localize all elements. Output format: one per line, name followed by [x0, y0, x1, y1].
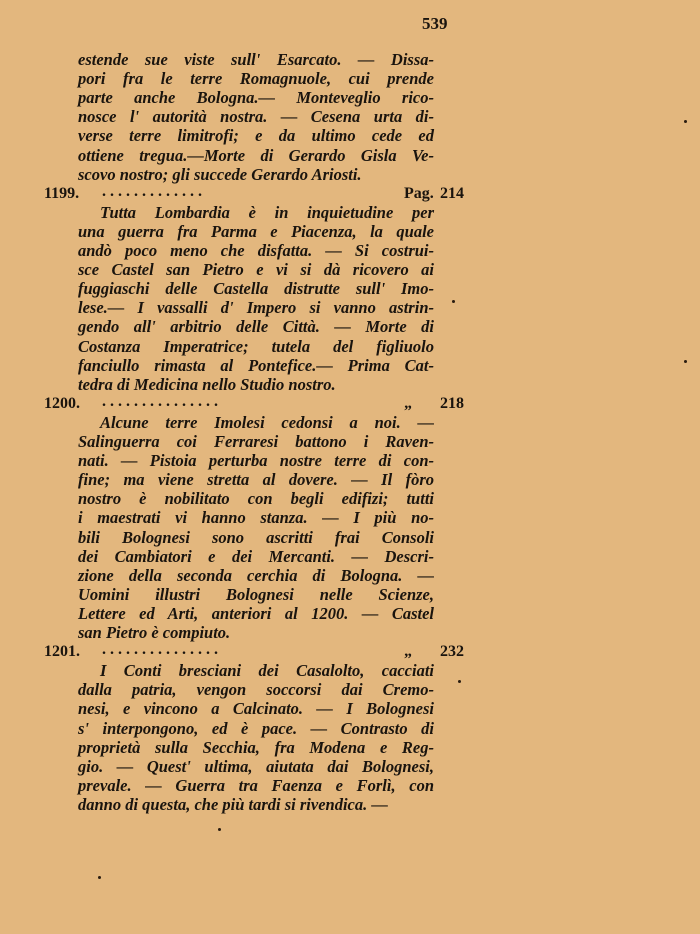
text-line: nosce l' autorità nostra. — Cesena urta di-: [78, 107, 434, 127]
page-reference-label: Pag.: [404, 184, 434, 202]
text-line: Tutta Lombardia è in inquietudine per: [100, 202, 434, 222]
text-line: s' interpongono, ed è pace. — Contrasto di: [78, 718, 434, 738]
text-line: Costanza Imperatrice; tutela del figliuolo: [78, 336, 434, 356]
text-line: zione della seconda cerchia di Bologna. —: [78, 565, 434, 585]
text-line: nati. — Pistoia perturba nostre terre di con-: [78, 451, 434, 471]
text-line: lese.— I vassalli d' Impero si vanno astrin-: [78, 298, 434, 318]
page-reference-number: 214: [440, 184, 464, 202]
text-line: una guerra fra Parma e Piacenza, la quale: [78, 221, 434, 241]
page-reference-label: „: [404, 394, 412, 412]
text-line: danno di questa, che più tardi si rivendica. —: [78, 794, 388, 814]
text-line: nesi, e vincono a Calcinato. — I Bolognesi: [78, 699, 434, 719]
text-line: Lettere ed Arti, anteriori al 1200. — Castel: [78, 603, 434, 623]
year-label: 1201.: [44, 643, 80, 661]
dot-leader: . . . . . . . . . . . . .: [102, 182, 202, 200]
text-line: Alcune terre Imolesi cedonsi a noi. —: [100, 412, 434, 432]
text-line: Uomini illustri Bolognesi nelle Scienze,: [78, 584, 434, 604]
text-line: fanciullo rimasta al Pontefice.— Prima Cat-: [78, 355, 434, 375]
text-line: gendo all' arbitrio delle Città. — Morte di: [78, 317, 434, 337]
text-line: fine; ma viene stretta al dovere. — Il fòro: [78, 470, 434, 490]
dot-leader: . . . . . . . . . . . . . . .: [102, 641, 218, 659]
text-line: pori fra le terre Romagnuole, cui prende: [78, 69, 434, 89]
text-line: gio. — Quest' ultima, aiutata dai Bolognesi,: [78, 756, 434, 776]
page-reference-number: 232: [440, 643, 464, 661]
page-reference-number: 218: [440, 394, 464, 412]
text-line: parte anche Bologna.— Monteveglio rico-: [78, 88, 434, 108]
print-speck: [452, 300, 455, 303]
print-speck: [98, 876, 101, 879]
text-line: prevale. — Guerra tra Faenza e Forlì, con: [78, 775, 434, 795]
print-speck: [458, 680, 461, 683]
text-line: bili Bolognesi sono ascritti frai Consoli: [78, 527, 434, 547]
text-line: estende sue viste sull' Esarcato. — Dissa-: [78, 50, 434, 69]
page-number: 539: [422, 14, 448, 33]
print-speck: [218, 828, 221, 831]
page-reference-label: „: [404, 643, 412, 661]
year-label: 1200.: [44, 394, 80, 412]
text-line: I Conti bresciani dei Casalolto, cacciati: [100, 661, 434, 681]
print-speck: [684, 120, 687, 123]
year-entry-header: [44, 394, 474, 414]
text-line: verse terre limitrofi; e da ultimo cede ed: [78, 126, 434, 146]
text-line: scovo nostro; gli succede Gerardo Ariosti.: [78, 164, 362, 184]
text-line: sce Castel san Pietro e vi si dà ricovero ai: [78, 260, 434, 280]
text-line: dei Cambiatori e dei Mercanti. — Descri-: [78, 546, 434, 566]
text-line: tedra di Medicina nello Studio nostro.: [78, 374, 336, 394]
dot-leader: . . . . . . . . . . . . . . .: [102, 392, 218, 410]
year-label: 1199.: [44, 184, 80, 202]
text-line: proprietà sulla Secchia, fra Modena e Reg-: [78, 737, 434, 757]
text-line: Salinguerra coi Ferraresi battono i Raven-: [78, 432, 434, 451]
year-entry-header: [44, 642, 474, 662]
text-line: fuggiaschi delle Castella distrutte sull' Imo-: [78, 279, 434, 299]
print-speck: [684, 360, 687, 363]
year-entry-header: [44, 184, 474, 204]
text-line: ottiene tregua.—Morte di Gerardo Gisla Ve-: [78, 145, 434, 165]
text-line: dalla patria, vengon soccorsi dai Cremo-: [78, 680, 434, 700]
text-line: san Pietro è compiuto.: [78, 623, 231, 642]
text-line: i maestrati vi hanno stanza. — I più no-: [78, 508, 434, 528]
text-line: andò poco meno che disfatta. — Si costrui-: [78, 241, 434, 260]
text-line: nostro è nobilitato con begli edifizi; tutti: [78, 489, 434, 509]
